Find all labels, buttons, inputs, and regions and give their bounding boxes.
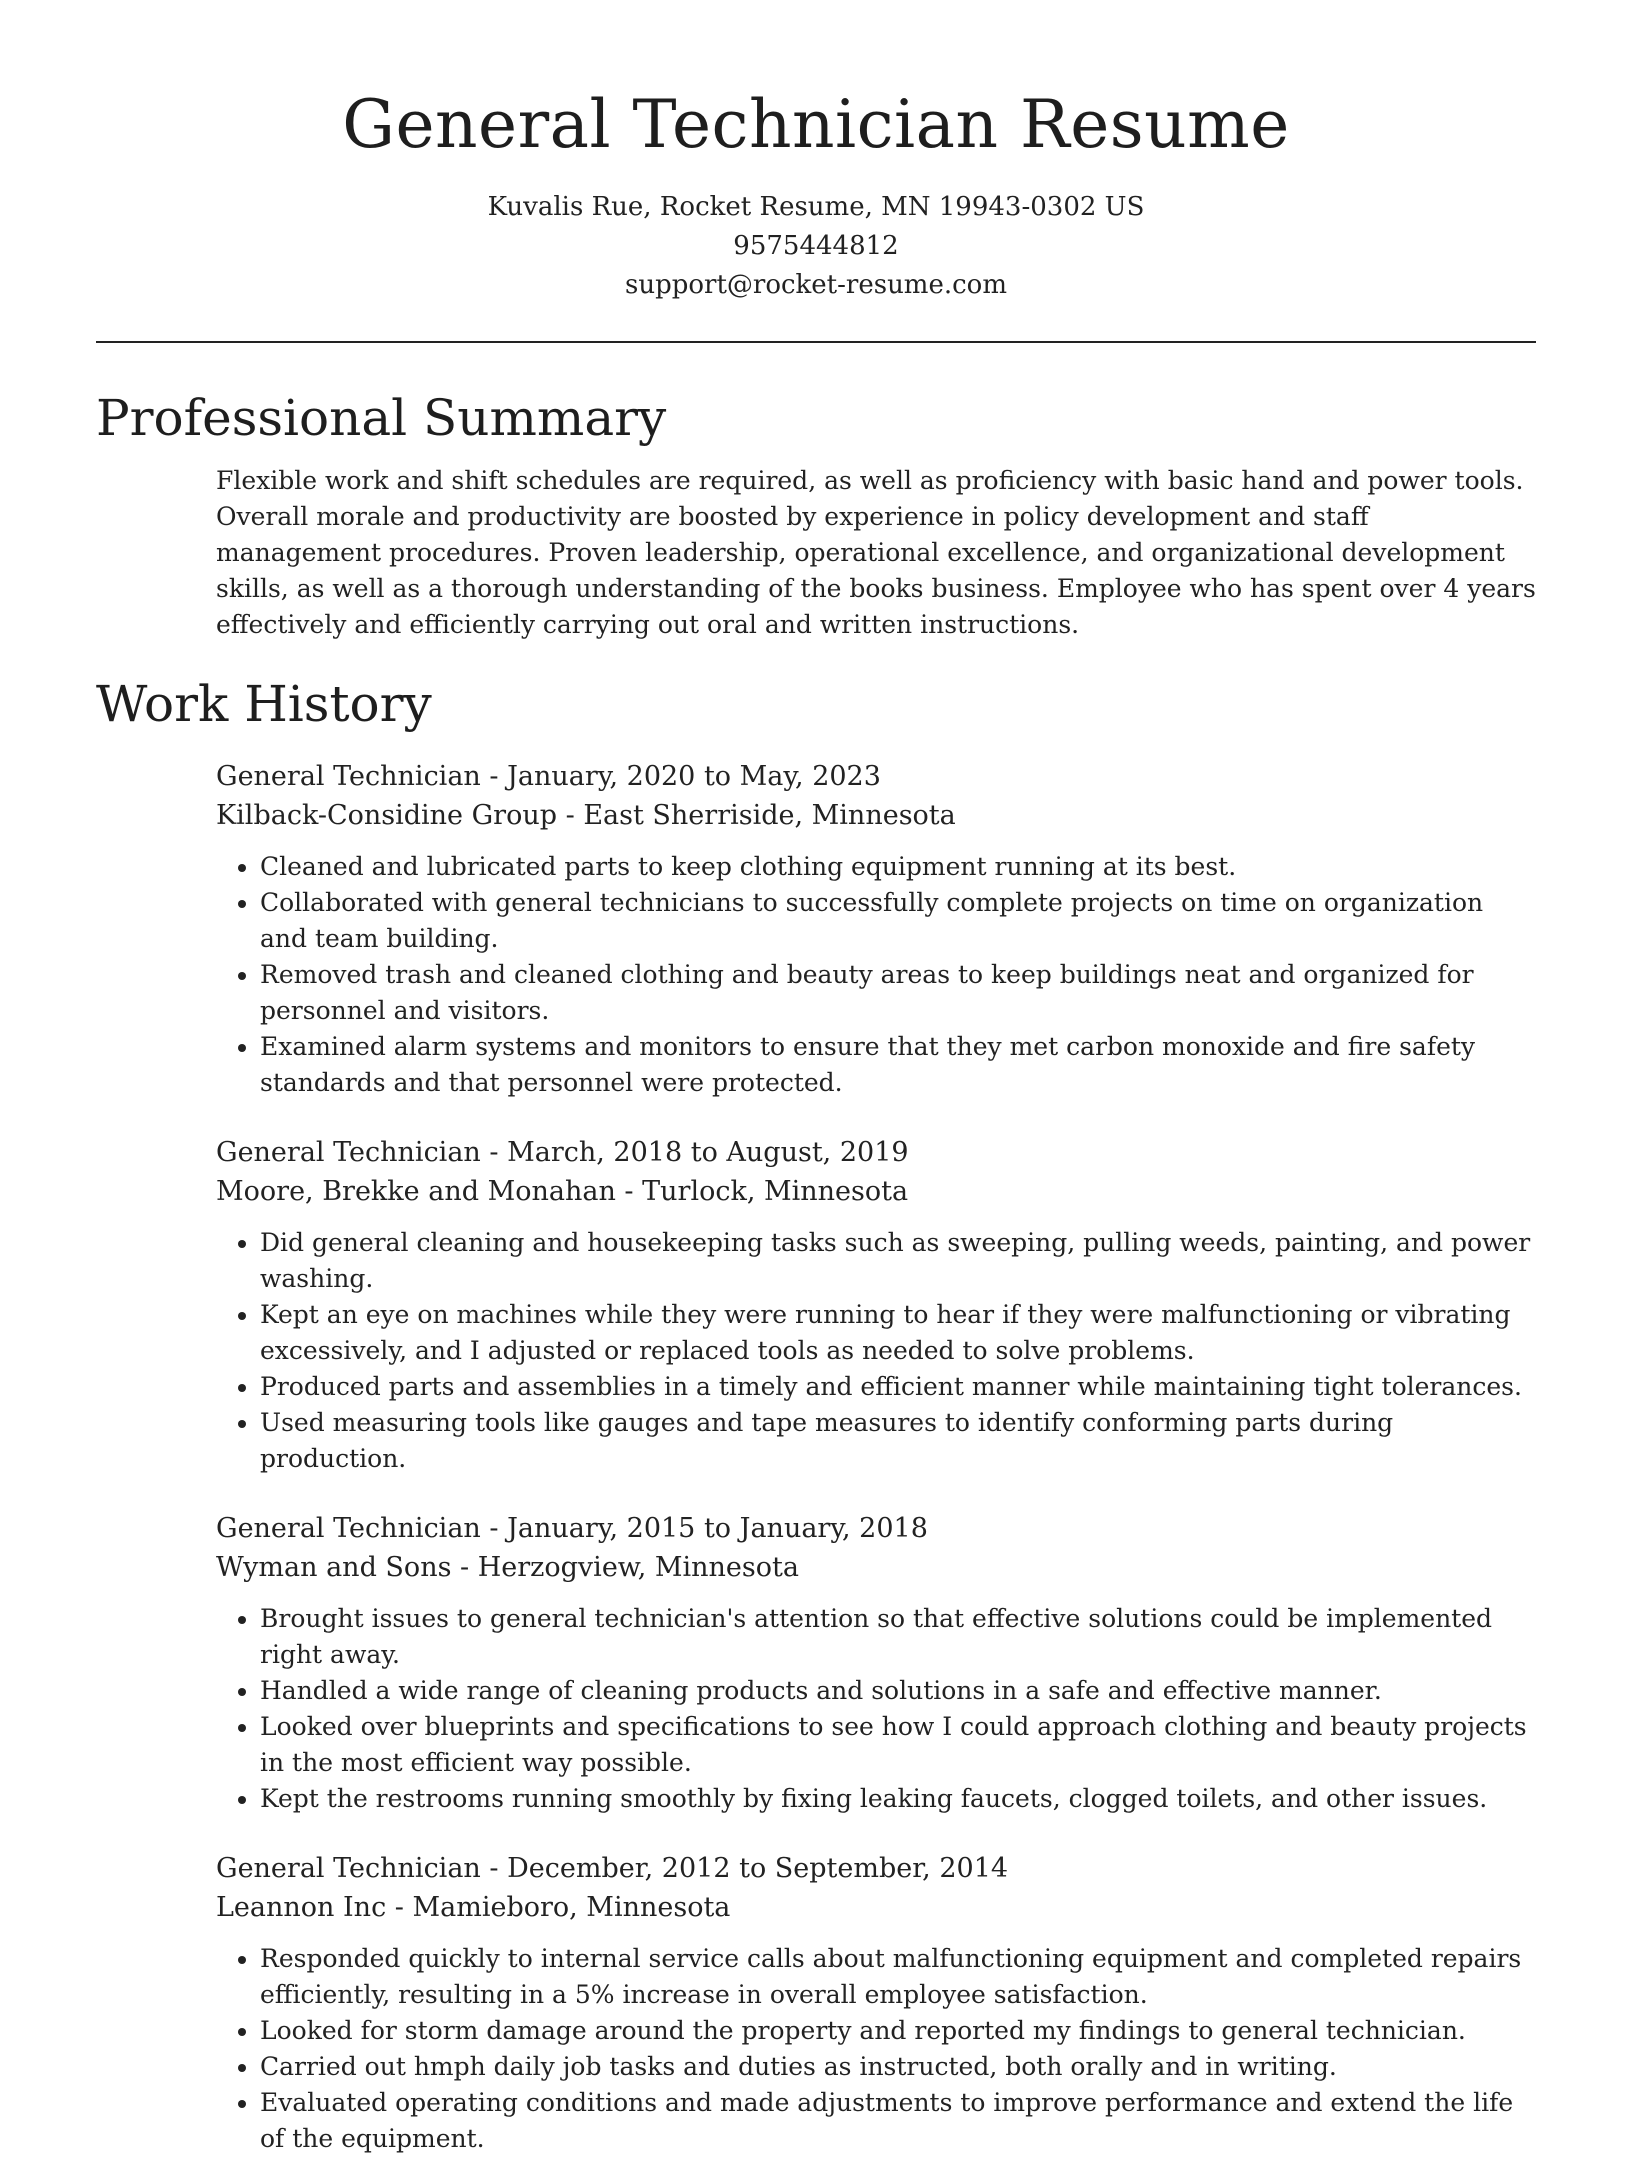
job-entry (216, 1509, 1536, 1817)
summary-text: Flexible work and shift schedules are required, as well as proficiency with basic hand and power tools. Overall morale and productivity are boosted by experience in policy development and staff management procedures. Proven leadership, operational excellence, and organizational development skills, as well as a thorough understanding of the books business. Employee who has spent over 4 years effectively and efficiently carrying out oral and written instructions. (216, 466, 1536, 639)
job-bullets (216, 1601, 1536, 1817)
job-bullet: • Brought issues to general technician's attention so that effective solutions could be implemented right away. (260, 1601, 1536, 1673)
job-position-line: General Technician - March, 2018 to August, 2019 (216, 1137, 909, 1168)
job-position: General Technician (216, 1137, 481, 1168)
summary-section-title: Professional Summary (96, 389, 667, 447)
job-company-line: Moore, Brekke and Monahan - Turlock, Minnesota (216, 1176, 909, 1207)
contact-phone: 9575444812 (733, 231, 899, 261)
job-position: General Technician (216, 1853, 481, 1884)
job-bullet: • Removed trash and cleaned clothing and beauty areas to keep buildings neat and organized for personnel and visitors. (260, 957, 1536, 1029)
job-company: Wyman and Sons (216, 1552, 452, 1583)
header-divider (96, 341, 1536, 343)
job-bullets (216, 1941, 1536, 2157)
job-dates: December, 2012 to September, 2014 (507, 1853, 1009, 1884)
job-bullet: • Evaluated operating conditions and made adjustments to improve performance and extend the life of the equipment. (260, 2085, 1536, 2157)
job-bullet: • Looked for storm damage around the property and reported my findings to general technician. (260, 2013, 1536, 2049)
job-location: Turlock, Minnesota (642, 1176, 909, 1207)
job-entry (216, 757, 1536, 1101)
job-position: General Technician (216, 761, 481, 792)
job-entry (216, 1133, 1536, 1477)
job-position: General Technician (216, 1513, 481, 1544)
job-bullet: • Did general cleaning and housekeeping tasks such as sweeping, pulling weeds, painting, and power washing. (260, 1225, 1536, 1297)
job-company-line: Kilback-Considine Group - East Sherriside, Minnesota (216, 800, 956, 831)
job-bullets (216, 849, 1536, 1101)
job-company-line: Wyman and Sons - Herzogview, Minnesota (216, 1552, 799, 1583)
contact-address: Kuvalis Rue, Rocket Resume, MN 19943-0302 US (487, 192, 1145, 222)
job-bullet: • Cleaned and lubricated parts to keep clothing equipment running at its best. (260, 849, 1536, 885)
job-bullet: • Kept the restrooms running smoothly by fixing leaking faucets, clogged toilets, and other issues. (260, 1781, 1536, 1817)
job-company: Leannon Inc (216, 1892, 387, 1923)
job-company: Kilback-Considine Group (216, 800, 558, 831)
contact-info (96, 188, 1536, 305)
job-position-line: General Technician - January, 2015 to January, 2018 (216, 1513, 928, 1544)
contact-email: support@rocket-resume.com (624, 270, 1007, 300)
job-bullet: • Kept an eye on machines while they were running to hear if they were malfunctioning or vibrating excessively, and I adjusted or replaced tools as needed to solve problems. (260, 1297, 1536, 1369)
job-bullet: • Produced parts and assemblies in a timely and efficient manner while maintaining tight tolerances. (260, 1369, 1536, 1405)
job-position-line: General Technician - January, 2020 to May, 2023 (216, 761, 881, 792)
job-bullet: • Looked over blueprints and specifications to see how I could approach clothing and beauty projects in the most efficient way possible. (260, 1709, 1536, 1781)
job-bullet: • Used measuring tools like gauges and tape measures to identify conforming parts during production. (260, 1405, 1536, 1477)
job-location: Herzogview, Minnesota (477, 1552, 799, 1583)
job-location: Mamieboro, Minnesota (412, 1892, 731, 1923)
resume-page (96, 0, 1536, 2157)
job-dates: January, 2020 to May, 2023 (507, 761, 881, 792)
job-company: Moore, Brekke and Monahan (216, 1176, 616, 1207)
job-dates: March, 2018 to August, 2019 (507, 1137, 909, 1168)
job-company-line: Leannon Inc - Mamieboro, Minnesota (216, 1892, 731, 1923)
job-dates: January, 2015 to January, 2018 (507, 1513, 928, 1544)
resume-header (96, 0, 1536, 305)
job-entry (216, 1849, 1536, 2157)
job-position-line: General Technician - December, 2012 to September, 2014 (216, 1853, 1009, 1884)
job-bullet: • Handled a wide range of cleaning products and solutions in a safe and effective manner. (260, 1673, 1536, 1709)
job-bullets (216, 1225, 1536, 1477)
work-history-section-title: Work History (96, 675, 432, 733)
job-bullet: • Responded quickly to internal service calls about malfunctioning equipment and completed repairs efficiently, resulting in a 5% increase in overall employee satisfaction. (260, 1941, 1536, 2013)
resume-title: General Technician Resume (342, 86, 1290, 163)
job-location: East Sherriside, Minnesota (583, 800, 956, 831)
job-bullet: • Examined alarm systems and monitors to ensure that they met carbon monoxide and fire safety standards and that personnel were protected. (260, 1029, 1536, 1101)
job-bullet: • Carried out hmph daily job tasks and duties as instructed, both orally and in writing. (260, 2049, 1536, 2085)
job-bullet: • Collaborated with general technicians to successfully complete projects on time on organization and team building. (260, 885, 1536, 957)
